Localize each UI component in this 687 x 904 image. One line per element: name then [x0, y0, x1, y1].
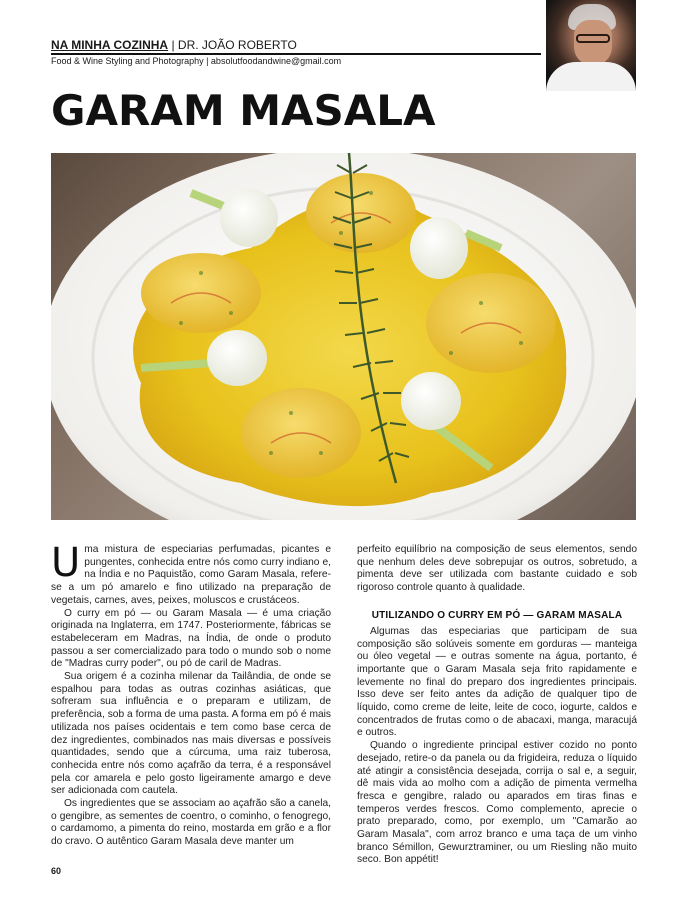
section-header	[51, 38, 541, 52]
section-name: NA MINHA COZINHA	[51, 38, 169, 52]
author-subline: Food & Wine Styling and Photography | absolutfoodandwine@gmail.com	[51, 56, 342, 66]
body-paragraph-5: perfeito equilíbrio na composição de seus elementos, sendo que nenhum deles deve sobrepujar os outros, sobretudo, a pimenta deve ser utilizada com bastante cuidado e sob rigoroso controle quanto à qualidade.	[357, 544, 637, 594]
dish-photo	[51, 153, 636, 520]
article-title: GARAM MASALA	[51, 86, 436, 135]
body-paragraph-6: Algumas das especiarias que participam de sua composição são solúveis somente em gorduras — manteiga ou óleo vegetal — e outras somente na água, portanto, é importante que o Garam Masala seja frito rapidamente e levemente no final do preparo dos ingredientes principais. Isso deve ser feito antes da adição de qualquer tipo de líquido, como creme de leite, leite de coco, iogurte, caldos e concentrados de frutas como o de abacaxi, manga, maracujá e outros.	[357, 625, 637, 739]
dish-illustration	[51, 153, 636, 520]
pearl-onion-1	[220, 189, 278, 247]
section-subheading: UTILIZANDO O CURRY EM PÓ — GARAM MASALA	[371, 609, 623, 621]
pearl-onion-2	[410, 217, 468, 279]
article-column-left	[51, 540, 331, 849]
body-paragraph-4: Os ingredientes que se associam ao açafrão são a canela, o gengibre, as sementes de coentro, o cominho, o fenogrego, o cardamomo, a pimenta do reino, mostarda em grão e a flor do cravo. O autêntico Garam Masala deve manter um	[51, 798, 331, 848]
header-rule	[51, 53, 541, 55]
portrait-face	[574, 20, 612, 66]
pearl-onion-3	[207, 330, 267, 386]
body-paragraph-7: Quando o ingrediente principal estiver cozido no ponto desejado, retire-o da panela ou da frigideira, reduza o líquido até atingir a consistência desejada, corrija o sal e, a seguir, dê mais vida ao molho com a adição de pimenta vermelha fresca e gengibre, ralado ou aparados em tiras finas e temperos verdes frescos. Como complemento, aprecie o prato preparado, como, por exemplo, um "Camarão ao Garam Masala", com arroz branco e uma taça de um vinho branco Sémillon, Gewurztraminer, ou um Riesling não muito seco. Bon appétit!	[357, 740, 637, 866]
pearl-onion-4	[401, 372, 461, 430]
section-separator: |	[168, 38, 178, 52]
portrait-shirt	[546, 62, 636, 91]
body-paragraph-3: Sua origem é a cozinha milenar da Tailândia, de onde se espalhou para todas as outras cozinhas asiáticas, que sofreram sua influência e o preparam e utilizam, de preferência, sob a forma de uma pasta. A forma em pó é mais utilizada nos países ocidentais e tem como base cerca de dez ingredientes, combinados nas mais diversas e possíveis quantidades, sendo que a cúrcuma, uma raiz tuberosa, conhecida entre nós como açafrão da terra, é a responsável pela cor amarela e pelo gosto ligeiramente amargo e deve ser adicionada com cautela.	[51, 671, 331, 797]
section-line	[51, 38, 541, 52]
author-name: DR. JOÃO ROBERTO	[177, 38, 297, 52]
body-paragraph-2: O curry em pó — ou Garam Masala — é uma criação originada na Inglaterra, em 1747. Posteriormente, fábricas se estabeleceram em Madras, na Índia, de onde o produto passou a ser comercializado para todo o mundo sob o nome de "Madras curry poder", ou pó de caril de Madras.	[51, 607, 331, 670]
page-number: 60	[51, 866, 62, 876]
author-portrait	[546, 0, 636, 91]
intro-paragraph	[51, 540, 331, 608]
drop-cap: U	[51, 540, 81, 586]
portrait-glasses	[576, 34, 610, 43]
article-column-right	[357, 544, 637, 867]
intro-text: ma mistura de especiarias perfumadas, picantes e pungentes, conhecida entre nós como curry indiano e, na Índia e no Paquistão, como Garam Masala, refere-se a um pó amarelo e fino utilizado na preparação de vegetais, carnes, aves, peixes, moluscos e crustáceos.	[51, 544, 331, 606]
